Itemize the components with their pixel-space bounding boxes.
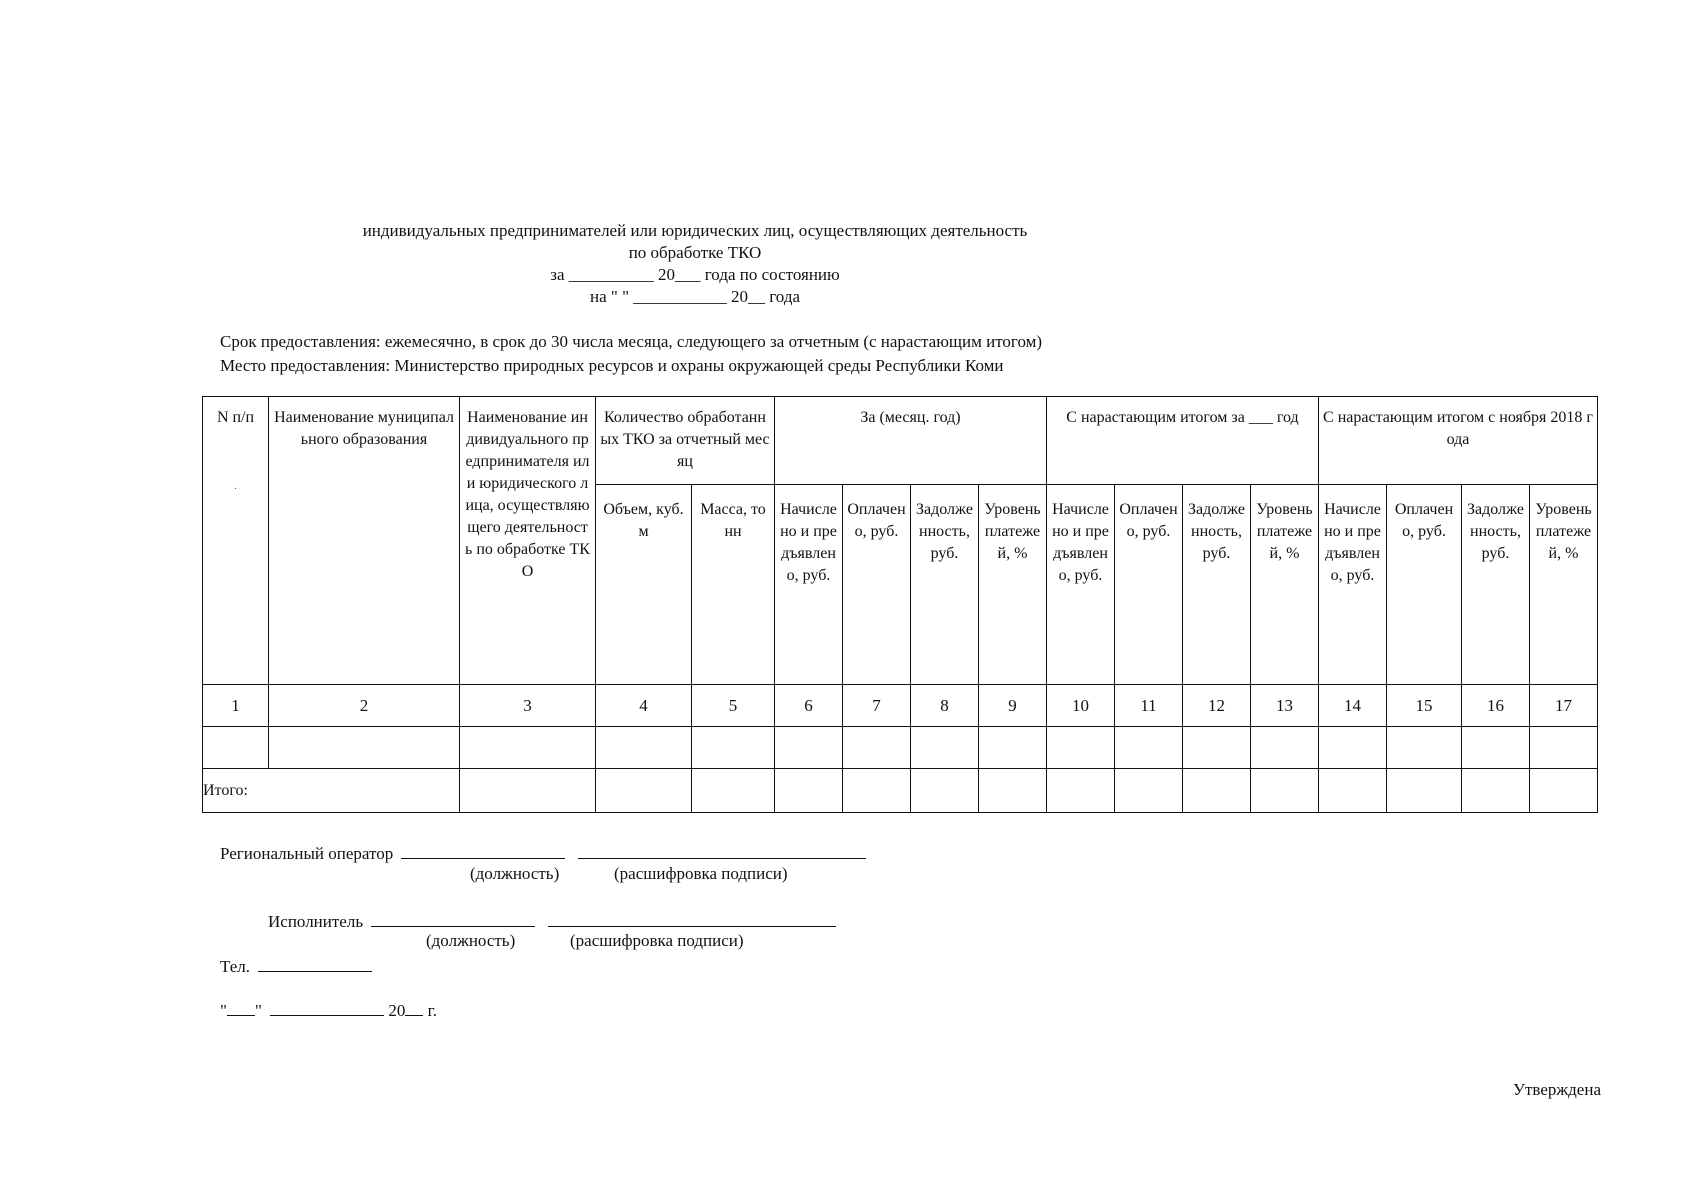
table-cell[interactable]	[843, 769, 911, 813]
column-number: 11	[1115, 685, 1183, 727]
column-number: 8	[911, 685, 979, 727]
column-number: 14	[1319, 685, 1387, 727]
header-quantity: Количество обработанных ТКО за отчетный месяц	[596, 397, 775, 485]
header-np-label: N п/п	[216, 409, 255, 426]
submission-deadline: Срок предоставления: ежемесячно, в срок до 30 числа месяца, следующего за отчетным (с нарастающим итогом)	[220, 332, 1043, 351]
operator-label: Региональный оператор	[220, 844, 394, 863]
subheader-ytd-level: Уровень платежей, %	[1251, 485, 1319, 685]
phone-line	[220, 953, 372, 977]
column-number: 6	[775, 685, 843, 727]
column-number: 17	[1530, 685, 1598, 727]
subheader-month-charged: Начислено и предъявлено, руб.	[775, 485, 843, 685]
operator-position-caption: (должность)	[470, 864, 560, 883]
subheader-ytd-paid: Оплачено, руб.	[1115, 485, 1183, 685]
table-cell[interactable]	[1251, 769, 1319, 813]
heading-line-4: на " " ___________ 20__ года	[589, 287, 801, 306]
table-cell[interactable]	[596, 727, 692, 769]
date-month-field[interactable]	[270, 997, 384, 1016]
table-cell[interactable]	[979, 769, 1047, 813]
executor-signature-line	[268, 908, 836, 932]
subheader-month-paid: Оплачено, руб.	[843, 485, 911, 685]
table-row	[203, 727, 1598, 769]
subheader-volume: Объем, куб.м	[596, 485, 692, 685]
table-cell[interactable]	[269, 727, 460, 769]
subheader-month-debt: Задолженность, руб.	[911, 485, 979, 685]
table-cell[interactable]	[979, 727, 1047, 769]
table-cell[interactable]	[596, 769, 692, 813]
heading-line-2: по обработке ТКО	[628, 243, 762, 262]
header-np	[203, 397, 269, 685]
operator-position-field[interactable]	[401, 840, 565, 859]
header-since-nov-2018: С нарастающим итогом с ноября 2018 года	[1319, 397, 1598, 485]
executor-name-caption: (расшифровка подписи)	[570, 931, 744, 950]
date-year-prefix: 20	[388, 1001, 406, 1020]
column-number: 2	[269, 685, 460, 727]
table-cell[interactable]	[1183, 727, 1251, 769]
column-number: 15	[1387, 685, 1462, 727]
header-entrepreneur: Наименование индивидуального предпринимателя или юридического лица, осуществляющего деятельность по обработке ТКО	[460, 397, 596, 685]
heading-line-1: индивидуальных предпринимателей или юридических лиц, осуществляющих деятельность	[362, 221, 1028, 240]
table-cell[interactable]	[1319, 727, 1387, 769]
subheader-since-paid: Оплачено, руб.	[1387, 485, 1462, 685]
submission-place: Место предоставления: Министерство природных ресурсов и охраны окружающей среды Республики Коми	[220, 356, 1004, 375]
table-cell[interactable]	[1251, 727, 1319, 769]
executor-label: Исполнитель	[268, 912, 364, 931]
table-cell[interactable]	[460, 769, 596, 813]
operator-name-caption: (расшифровка подписи)	[614, 864, 788, 883]
table-cell[interactable]	[1183, 769, 1251, 813]
phone-label: Тел.	[220, 957, 251, 976]
date-line	[220, 997, 437, 1021]
table-cell[interactable]	[692, 769, 775, 813]
table-cell[interactable]	[692, 727, 775, 769]
operator-name-field[interactable]	[578, 840, 866, 859]
table-cell[interactable]	[775, 727, 843, 769]
subheader-month-level: Уровень платежей, %	[979, 485, 1047, 685]
table-cell[interactable]	[1319, 769, 1387, 813]
table-cell[interactable]	[1115, 769, 1183, 813]
subheader-since-debt: Задолженность, руб.	[1462, 485, 1530, 685]
date-quote-open: "	[220, 1001, 227, 1020]
header-ytd: С нарастающим итогом за ___ год	[1047, 397, 1319, 485]
subheader-ytd-charged: Начислено и предъявлено, руб.	[1047, 485, 1115, 685]
column-number: 7	[843, 685, 911, 727]
executor-position-field[interactable]	[371, 908, 535, 927]
header-month: За (месяц. год)	[775, 397, 1047, 485]
column-number: 13	[1251, 685, 1319, 727]
table-cell[interactable]	[1530, 769, 1598, 813]
subheader-since-charged: Начислено и предъявлено, руб.	[1319, 485, 1387, 685]
table-cell[interactable]	[911, 769, 979, 813]
table-cell[interactable]	[460, 727, 596, 769]
column-number: 4	[596, 685, 692, 727]
table-cell[interactable]	[1387, 727, 1462, 769]
date-quote-close: "	[254, 1001, 262, 1020]
subheader-ytd-debt: Задолженность, руб.	[1183, 485, 1251, 685]
table-cell[interactable]	[843, 727, 911, 769]
table-cell[interactable]	[1530, 727, 1598, 769]
table-cell[interactable]	[203, 727, 269, 769]
table-cell[interactable]	[911, 727, 979, 769]
column-number: 16	[1462, 685, 1530, 727]
operator-signature-line	[220, 840, 866, 864]
document-heading	[0, 220, 1390, 308]
header-municipality: Наименование муниципального образования	[269, 397, 460, 685]
date-year-field[interactable]	[405, 997, 423, 1016]
column-number: 9	[979, 685, 1047, 727]
submission-info	[220, 330, 1042, 378]
column-number: 3	[460, 685, 596, 727]
table-cell[interactable]	[1115, 727, 1183, 769]
table-cell[interactable]	[1387, 769, 1462, 813]
phone-field[interactable]	[258, 953, 372, 972]
date-year-suffix: г.	[427, 1001, 437, 1020]
heading-line-3: за __________ 20___ года по состоянию	[550, 265, 840, 284]
table-cell[interactable]	[1462, 769, 1530, 813]
total-row	[203, 769, 1598, 813]
column-number: 5	[692, 685, 775, 727]
executor-position-caption: (должность)	[426, 931, 516, 950]
table-cell[interactable]	[1047, 727, 1115, 769]
approved-label: Утверждена	[1512, 1080, 1601, 1099]
scan-dot-icon: ·	[233, 484, 238, 495]
table-cell[interactable]	[1047, 769, 1115, 813]
subheader-since-level: Уровень платежей, %	[1530, 485, 1598, 685]
executor-name-field[interactable]	[548, 908, 836, 927]
column-number: 10	[1047, 685, 1115, 727]
date-day-field[interactable]	[227, 997, 255, 1016]
total-label: Итого:	[203, 769, 460, 813]
report-table	[202, 396, 1598, 813]
subheader-mass: Масса, тонн	[692, 485, 775, 685]
table-cell[interactable]	[775, 769, 843, 813]
column-number: 1	[203, 685, 269, 727]
column-number: 12	[1183, 685, 1251, 727]
table-cell[interactable]	[1462, 727, 1530, 769]
